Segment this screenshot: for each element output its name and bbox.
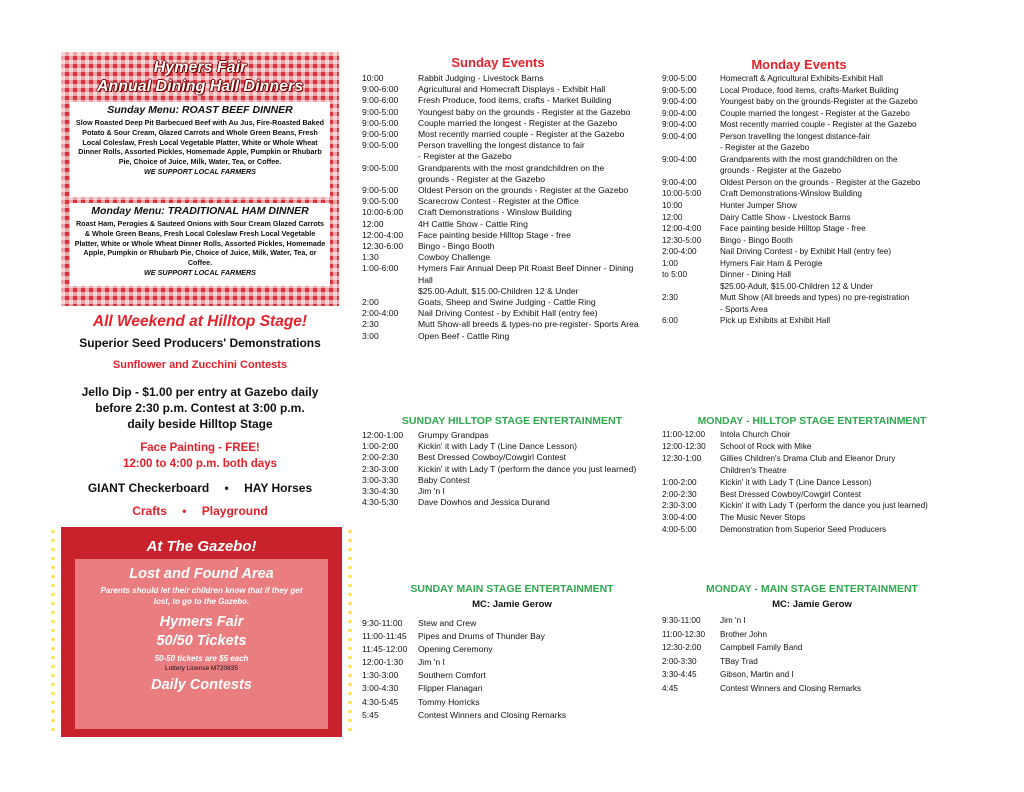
sunday-menu-heading: Sunday Menu: ROAST BEEF DINNER [107, 104, 293, 116]
schedule-time: 1:00-6:00 [362, 263, 399, 274]
schedule-event: Kickin' it with Lady T (perform the dance you just learned) [720, 501, 928, 511]
schedule-row [662, 682, 952, 696]
schedule-time: 12:00 [662, 212, 683, 222]
checkerboard-text: GIANT Checkerboard [87, 481, 210, 495]
face-painting-text [58, 440, 342, 472]
schedule-row [362, 241, 646, 252]
schedule-row [362, 319, 646, 330]
monday-main-title: MONDAY - MAIN STAGE ENTERTAINMENT [706, 583, 918, 595]
schedule-row [662, 489, 952, 501]
schedule-event: Jim 'n I [720, 616, 746, 625]
schedule-row [362, 452, 652, 463]
schedule-row [662, 235, 946, 247]
schedule-time: 4:30-5:45 [362, 696, 399, 707]
schedule-row [362, 263, 646, 285]
schedule-event: Youngest baby on the grounds-Register at the Gazebo [720, 97, 918, 107]
schedule-time: 9:00-4:00 [662, 120, 697, 130]
monday-main-table [662, 614, 952, 696]
schedule-event: Bingo - Bingo Booth [418, 241, 495, 252]
sunday-events-title: Sunday Events [451, 55, 545, 70]
schedule-time: 3:30-4:30 [362, 486, 399, 497]
schedule-event: Nail Driving Contest - by Exhibit Hall (entry fee) [720, 247, 892, 257]
schedule-row [662, 429, 952, 441]
schedule-row [662, 200, 946, 212]
schedule-row [362, 151, 646, 162]
lights-left-decoration [50, 527, 56, 737]
schedule-row [362, 441, 652, 452]
schedule-row [362, 230, 646, 241]
lost-found-text: Parents should let their children know that if they get lost, to go to the Gazebo. [100, 586, 303, 606]
gazebo-panel [75, 535, 328, 729]
schedule-row [662, 500, 952, 512]
schedule-event: Couple married the longest - Register at the Gazebo [720, 108, 910, 118]
playground-text: Playground [201, 504, 268, 518]
schedule-time [662, 165, 720, 177]
sunday-menu-box [70, 102, 330, 197]
schedule-event: Stew and Crew [418, 618, 477, 628]
schedule-row [362, 486, 652, 497]
schedule-row [362, 617, 652, 630]
schedule-time: 12:30-1:00 [662, 453, 702, 463]
schedule-event: Grandparents with the most grandchildren on the [720, 154, 898, 164]
schedule-event: Demonstration from Superior Seed Producers [720, 525, 887, 535]
schedule-row [362, 196, 646, 207]
schedule-event: TBay Trad [720, 656, 758, 666]
schedule-event: Dinner - Dining Hall [720, 270, 791, 280]
monday-menu-text: Roast Ham, Perogies & Sauteed Onions with Sour Cream Glazed Carrots & Whole Green Beans, Fresh Local Coleslaw Fresh Local Vegetable Platter, White or Whole Wheat Dinner Rolls, Assorted Pickles, Homemade Apple, Pumpkin or Rhubarb Pie, Choice of Juice, Milk, Water, Tea, or Coffee. [74, 219, 326, 268]
schedule-time [362, 174, 418, 185]
schedule-time: 1:00 [662, 258, 678, 268]
monday-menu-heading: Monday Menu: TRADITIONAL HAM DINNER [91, 205, 309, 217]
face-line-1: Face Painting - FREE! [140, 442, 260, 454]
sunday-main-title: SUNDAY MAIN STAGE ENTERTAINMENT [410, 583, 614, 595]
schedule-event: Scarecrow Contest - Register at the Office [418, 196, 579, 207]
schedule-event: Kickin' it with Lady T (perform the dance you just learned) [418, 463, 637, 474]
schedule-time: 9:00-6:00 [362, 84, 399, 95]
schedule-row [362, 286, 646, 297]
sunday-main-table [362, 617, 652, 722]
schedule-time: 10:00-5:00 [662, 189, 702, 199]
schedule-row [362, 95, 646, 106]
schedule-event: Mutt Show (All breeds and types) no pre-registration [720, 293, 910, 303]
schedule-event: Craft Demonstrations-Winslow Building [720, 189, 862, 199]
schedule-row [362, 430, 652, 441]
schedule-time: 12:00-1:30 [362, 657, 404, 668]
schedule-time: 2:00-4:00 [362, 308, 399, 319]
schedule-row [662, 165, 946, 177]
jello-line-3: daily beside Hilltop Stage [127, 417, 273, 431]
schedule-time: 3:30-4:45 [662, 670, 697, 680]
schedule-row [662, 269, 946, 281]
monday-menu-farmers: WE SUPPORT LOCAL FARMERS [144, 267, 256, 277]
schedule-event: - Register at the Gazebo [418, 151, 512, 162]
schedule-event: Kickin' it with Lady T (Line Dance Lesson) [418, 441, 577, 452]
schedule-time: 2:30-3:00 [662, 501, 697, 511]
schedule-event: Jim 'n I [418, 486, 445, 497]
schedule-time: 2:00 [362, 297, 379, 308]
monday-hilltop-title: MONDAY - HILLTOP STAGE ENTERTAINMENT [697, 415, 927, 427]
sunday-hilltop-title: SUNDAY HILLTOP STAGE ENTERTAINMENT [401, 415, 623, 427]
schedule-time: 9:00-5:00 [662, 85, 697, 95]
bullet-separator: • [224, 481, 229, 495]
schedule-event: Person travelling the longest distance to fair [418, 140, 585, 151]
schedule-event: School of Rock with Mike [720, 441, 812, 451]
dining-title-line2: Annual Dining Hall Dinners [96, 78, 304, 95]
schedule-time: 3:00-4:30 [362, 683, 399, 694]
monday-menu-box [70, 203, 330, 286]
schedule-event: Mutt Show-all breeds & types-no pre-register- Sports Area [418, 319, 639, 330]
schedule-row [662, 453, 952, 465]
schedule-event: Kickin' it with Lady T (Line Dance Lesson) [720, 477, 872, 487]
schedule-row [362, 84, 646, 95]
schedule-row [362, 118, 646, 129]
schedule-event: Bingo - Bingo Booth [720, 235, 793, 245]
schedule-event: grounds - Register at the Gazebo [418, 173, 546, 184]
jello-line-1: Jello Dip - $1.00 per entry at Gazebo daily [81, 385, 319, 399]
schedule-event: Hunter Jumper Show [720, 201, 797, 211]
schedule-time: 9:00-5:00 [362, 140, 399, 151]
schedule-row [362, 129, 646, 140]
schedule-event: Flipper Flanagan [418, 683, 483, 694]
schedule-row [662, 524, 952, 536]
schedule-time: 9:00-5:00 [362, 196, 399, 207]
sunflower-contests-text: Sunflower and Zucchini Contests [112, 359, 288, 371]
schedule-time: 9:00-6:00 [362, 95, 399, 106]
schedule-row [662, 512, 952, 524]
schedule-event: Gibson, Martin and I [720, 670, 794, 680]
monday-events-title: Monday Events [751, 57, 847, 72]
schedule-time: 4:00-5:00 [662, 525, 697, 535]
bullet-separator-2: • [182, 504, 187, 518]
schedule-time: 9:00-4:00 [662, 177, 697, 187]
schedule-row [662, 465, 952, 477]
schedule-event: Rabbit Judging - Livestock Barns [418, 73, 544, 83]
schedule-time: 11:00-12:30 [662, 629, 706, 639]
schedule-time: 1:30 [362, 252, 379, 263]
schedule-event: Homecraft & Agricultural Exhibits-Exhibit Hall [720, 74, 883, 83]
schedule-row [662, 292, 946, 304]
schedule-time: to 5:00 [662, 270, 688, 280]
schedule-event: Brother John [720, 629, 767, 639]
ticket-price-text: 50-50 tickets are $5 each [154, 654, 249, 663]
schedule-row [662, 142, 946, 154]
schedule-row [362, 174, 646, 185]
schedule-time: 2:00-2:30 [662, 489, 697, 499]
seed-demo-text: Superior Seed Producers' Demonstrations [79, 336, 321, 350]
schedule-event: Intola Church Choir [720, 430, 791, 439]
crafts-text: Crafts [132, 504, 167, 518]
lost-found-heading: Lost and Found Area [129, 566, 274, 582]
schedule-event: $25.00-Adult, $15.00-Children 12 & Under [720, 281, 873, 291]
schedule-event: Most recently married couple - Register at the Gazebo [720, 120, 917, 130]
gazebo-box [61, 527, 342, 737]
schedule-event: Baby Contest [418, 474, 470, 485]
schedule-row [362, 140, 646, 151]
jello-dip-text [58, 384, 342, 432]
schedule-time: 12:00-1:00 [362, 430, 404, 440]
schedule-time: 2:30 [362, 319, 379, 330]
schedule-time: 10:00 [362, 73, 384, 83]
jello-line-2: before 2:30 p.m. Contest at 3:00 p.m. [95, 401, 305, 415]
schedule-time: 11:00-12:00 [662, 430, 706, 439]
schedule-time: 2:00-4:00 [662, 247, 697, 257]
schedule-time: 9:00-4:00 [662, 97, 697, 107]
schedule-time: 11:00-11:45 [362, 631, 407, 642]
schedule-row [662, 119, 946, 131]
schedule-event: Jim 'n I [418, 657, 445, 668]
schedule-row [662, 223, 946, 235]
schedule-time: 4:30-5:30 [362, 497, 399, 508]
schedule-event: Southern Comfort [418, 670, 486, 681]
hay-horses-text: HAY Horses [244, 481, 313, 495]
schedule-row [662, 477, 952, 489]
schedule-row [362, 497, 652, 508]
schedule-row [362, 107, 646, 118]
schedule-row [662, 246, 946, 258]
schedule-event: Most recently married couple - Register at the Gazebo [418, 129, 625, 140]
schedule-time: 12:00 [362, 218, 384, 229]
schedule-row [662, 668, 952, 682]
schedule-event: Oldest Person on the grounds - Register at the Gazebo [418, 185, 629, 196]
schedule-row [362, 219, 646, 230]
sunday-hilltop-table [362, 430, 652, 508]
schedule-time: 1:30-3:00 [362, 670, 399, 681]
schedule-time: 10:00-6:00 [362, 207, 404, 218]
schedule-row [662, 154, 946, 166]
schedule-row [362, 669, 652, 682]
schedule-row [362, 163, 646, 174]
schedule-event: Grumpy Grandpas [418, 430, 489, 440]
schedule-event: Tommy Horricks [418, 696, 480, 707]
schedule-time: 2:00-2:30 [362, 452, 399, 463]
schedule-event: Gillies Children's Drama Club and Eleanor Drury [720, 453, 896, 463]
schedule-row [362, 475, 652, 486]
schedule-time [662, 304, 720, 316]
schedule-time: 2:30-3:00 [362, 463, 399, 474]
schedule-time: 10:00 [662, 201, 683, 211]
schedule-time [662, 465, 720, 477]
schedule-event: Craft Demonstrations - Winslow Building [418, 207, 572, 218]
schedule-event: Youngest baby on the grounds - Register at the Gazebo [418, 106, 631, 117]
schedule-event: Contest Winners and Closing Remarks [418, 709, 567, 720]
monday-mc: MC: Jamie Gerow [772, 599, 852, 610]
lottery-license-text: Lottery License M720835 [165, 665, 238, 672]
schedule-time [362, 151, 418, 162]
schedule-row [662, 655, 952, 669]
schedule-event: Campbell Family Band [720, 643, 803, 653]
schedule-event: Pick up Exhibits at Exhibit Hall [720, 316, 831, 326]
schedule-row [662, 304, 946, 316]
schedule-event: Face painting beside Hilltop Stage - free [418, 229, 571, 240]
schedule-row [662, 85, 946, 97]
schedule-time: 9:00-4:00 [662, 154, 697, 164]
schedule-time: 6:00 [662, 316, 678, 326]
schedule-time: 5:45 [362, 709, 379, 720]
schedule-time [662, 142, 720, 154]
schedule-row [362, 308, 646, 319]
schedule-row [362, 252, 646, 263]
face-line-2: 12:00 to 4:00 p.m. both days [122, 458, 277, 470]
schedule-time: 9:00-4:00 [662, 108, 697, 118]
schedule-time: 12:30-6:00 [362, 241, 404, 252]
schedule-time: 11:45-12:00 [362, 644, 408, 655]
schedule-event: Dairy Cattle Show - Livestock Barns [720, 212, 851, 222]
schedule-row [362, 696, 652, 709]
sunday-menu-text: Slow Roasted Deep Pit Barbecued Beef with Au Jus, Fire-Roasted Baked Potato & Sour Cream, Glazed Carrots and Whole Green Beans, Fresh Local Coleslaw, Fresh Local Vegetable Platter, White or Whole Wheat Dinner Rolls, Assorted Pickles, Homemade Apple, Pumpkin or Rhubarb Pie, Choice of Juice, Milk, Water, Tea, or Coffee. [75, 118, 325, 167]
schedule-time: 9:00-5:00 [662, 74, 697, 83]
schedule-row [662, 281, 946, 293]
schedule-event: Person travelling the longest distance-fair [720, 131, 871, 141]
schedule-event: Local Produce, food items, crafts-Market Building [720, 85, 899, 95]
schedule-event: - Sports Area [720, 304, 768, 314]
schedule-time: 9:00-5:00 [362, 117, 399, 128]
schedule-event: Opening Ceremony [418, 644, 493, 655]
schedule-row [662, 96, 946, 108]
schedule-event: grounds - Register at the Gazebo [720, 166, 842, 176]
schedule-row [662, 315, 946, 327]
schedule-row [362, 331, 646, 342]
schedule-event: Hymers Fair Ham & Perogie [720, 258, 823, 268]
schedule-row [362, 643, 652, 656]
schedule-time: 1:00-2:00 [662, 477, 697, 487]
schedule-event: Fresh Produce, food items, crafts - Market Building [418, 95, 612, 106]
schedule-time: 9:00-5:00 [362, 106, 399, 117]
schedule-row [662, 131, 946, 143]
schedule-time: 12:30-5:00 [662, 235, 702, 245]
schedule-event: Best Dressed Cowboy/Cowgirl Contest [720, 489, 862, 499]
schedule-time [662, 281, 720, 293]
schedule-event: Open Beef - Cattle Ring [418, 330, 510, 341]
schedule-row [662, 614, 952, 628]
schedule-event: The Music Never Stops [720, 513, 806, 523]
schedule-row [362, 682, 652, 695]
sunday-events-table [362, 73, 646, 342]
schedule-row [662, 641, 952, 655]
schedule-time: 12:30-2:00 [662, 643, 702, 653]
schedule-time: 3:00-3:30 [362, 474, 399, 485]
schedule-row [362, 207, 646, 218]
schedule-time: 12:00-4:00 [662, 224, 702, 234]
schedule-event: Oldest Person on the grounds - Register at the Gazebo [720, 177, 921, 187]
schedule-event: Pipes and Drums of Thunder Bay [418, 631, 545, 642]
schedule-event: Contest Winners and Closing Remarks [720, 683, 862, 693]
schedule-time: 3:00-4:00 [662, 513, 697, 523]
schedule-row [362, 709, 652, 722]
schedule-row [362, 656, 652, 669]
schedule-row [662, 108, 946, 120]
gazebo-title: At The Gazebo! [146, 538, 257, 555]
monday-events-table [662, 73, 946, 327]
schedule-event: - Register at the Gazebo [720, 143, 810, 153]
schedule-row [662, 628, 952, 642]
schedule-time: 1:00-2:00 [362, 441, 399, 452]
schedule-time: 2:30 [662, 293, 678, 303]
schedule-row [662, 441, 952, 453]
schedule-event: Goats, Sheep and Swine Judging - Cattle Ring [418, 297, 596, 308]
schedule-row [662, 73, 946, 85]
schedule-row [662, 188, 946, 200]
schedule-row [662, 212, 946, 224]
hilltop-title: All Weekend at Hilltop Stage! [92, 313, 308, 330]
schedule-time: 9:00-5:00 [362, 162, 399, 173]
dining-hall-box [61, 52, 339, 306]
schedule-time: 3:00 [362, 330, 379, 341]
fifty-fifty-heading-2: 50/50 Tickets [156, 633, 247, 649]
checkerboard-line [58, 481, 342, 495]
schedule-time: 9:30-11:00 [362, 618, 403, 628]
sunday-menu-farmers: WE SUPPORT LOCAL FARMERS [144, 166, 256, 176]
schedule-row [362, 73, 646, 84]
schedule-time: 9:00-5:00 [362, 185, 399, 196]
schedule-time: 4:45 [662, 683, 678, 693]
schedule-time: 12:00-4:00 [362, 229, 404, 240]
schedule-time: 2:00-3:30 [662, 656, 697, 666]
schedule-event: Couple married the longest - Register at the Gazebo [418, 117, 618, 128]
schedule-event: Face painting beside Hilltop Stage - free [720, 224, 866, 234]
schedule-row [362, 464, 652, 475]
schedule-event: Cowboy Challenge [418, 252, 491, 263]
schedule-event: Dave Dowhos and Jessica Durand [418, 497, 550, 508]
schedule-event: Nail Driving Contest - by Exhibit Hall (entry fee) [418, 308, 598, 319]
schedule-event: Best Dressed Cowboy/Cowgirl Contest [418, 452, 567, 463]
schedule-time [362, 286, 418, 297]
schedule-event: 4H Cattle Show - Cattle Ring [418, 218, 528, 229]
gazebo-header [75, 535, 328, 559]
sunday-mc: MC: Jamie Gerow [472, 599, 552, 610]
schedule-row [662, 258, 946, 270]
lights-right-decoration [347, 527, 353, 737]
schedule-event: Agricultural and Homecraft Displays - Exhibit Hall [418, 84, 606, 95]
schedule-row [362, 185, 646, 196]
schedule-time: 9:00-4:00 [662, 131, 697, 141]
fifty-fifty-heading-1: Hymers Fair [159, 614, 244, 630]
daily-contests-heading: Daily Contests [151, 677, 252, 693]
schedule-time: 12:00-12:30 [662, 441, 706, 451]
monday-hilltop-table [662, 429, 952, 536]
dining-title-line1: Hymers Fair [153, 59, 247, 76]
schedule-event: Grandparents with the most grandchildren on the [418, 162, 605, 173]
schedule-time: 9:00-5:00 [362, 129, 399, 140]
schedule-row [362, 630, 652, 643]
schedule-row [662, 177, 946, 189]
crafts-line [58, 504, 342, 518]
schedule-row [362, 297, 646, 308]
schedule-event: Children's Theatre [720, 465, 787, 475]
schedule-time: 9:30-11:00 [662, 616, 701, 625]
schedule-event: $25.00-Adult, $15.00-Children 12 & Under [418, 285, 579, 296]
schedule-event: Hymers Fair Annual Deep Pit Roast Beef Dinner - Dining Hall [418, 263, 634, 285]
